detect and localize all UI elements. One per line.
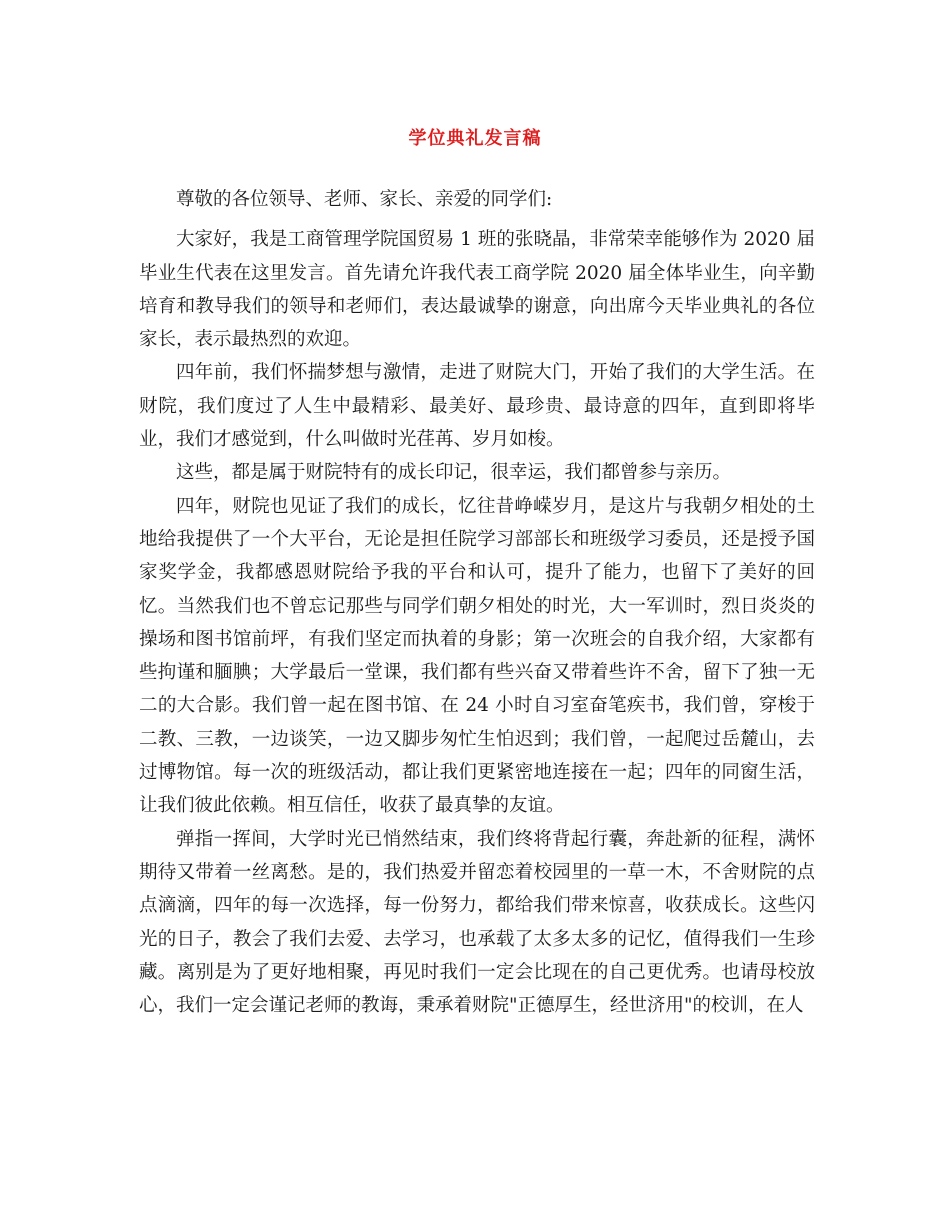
paragraph-growth-marks: 这些，都是属于财院特有的成长印记，很幸运，我们都曾参与亲历。 bbox=[176, 462, 732, 484]
document-body bbox=[139, 183, 815, 1022]
paragraph-memories: 四年，财院也见证了我们的成长，忆往昔峥嵘岁月，是这片与我朝夕相处的土地给我提供了一个大平台，无论是担任院学习部部长和班级学习委员，还是授予国家奖学金，我都感恩财院给予我的平台和认可，提升了能力，也留下了美好的回忆。当然我们也不曾忘记那些与同学们朝夕相处的时光，大一军训时，烈日炎炎的操场和图书馆前坪，有我们坚定而执着的身影；第一次班会的自我介绍，大家都有些拘谨和腼腆；大学最后一堂课，我们都有些兴奋又带着些许不舍，留下了独一无二的大合影。我们曾一起在图书馆、在 24 小时自习室奋笔疾书，我们曾，穿梭于二教、三教，一边谈笑，一边又脚步匆忙生怕迟到；我们曾，一起爬过岳麓山，去过博物馆。每一次的班级活动，都让我们更紧密地连接在一起；四年的同窗生活，让我们彼此依赖。相互信任，收获了最真挚的友谊。 bbox=[139, 495, 815, 817]
salutation: 尊敬的各位领导、老师、家长、亲爱的同学们: bbox=[176, 189, 553, 210]
paragraph-four-years-ago: 四年前，我们怀揣梦想与激情，走进了财院大门，开始了我们的大学生活。在财院，我们度过了人生中最精彩、最美好、最珍贵、最诗意的四年，直到即将毕业，我们才感觉到，什么叫做时光荏苒、岁月如梭。 bbox=[139, 362, 815, 451]
paragraph-farewell: 弹指一挥间，大学时光已悄然结束，我们终将背起行囊，奔赴新的征程，满怀期待又带着一丝离愁。是的，我们热爱并留恋着校园里的一草一木，不舍财院的点点滴滴，四年的每一次选择，每一份努力，都给我们带来惊喜，收获成长。这些闪光的日子，教会了我们去爱、去学习，也承载了太多太多的记忆，值得我们一生珍藏。离别是为了更好地相聚，再见时我们一定会比现在的自己更优秀。也请母校放心，我们一定会谨记老师的教诲，秉承着财院"正德厚生，经世济用"的校训，在人 bbox=[139, 828, 815, 1017]
document-title: 学位典礼发言稿 bbox=[408, 128, 542, 149]
paragraph-greeting: 大家好，我是工商管理学院国贸易 1 班的张晓晶，非常荣幸能够作为 2020 届毕业生代表在这里发言。首先请允许我代表工商学院 2020 届全体毕业生，向辛勤培育和教导我们的领导和老师们，表达最诚挚的谢意，向出席今天毕业典礼的各位家长，表示最热烈的欢迎。 bbox=[139, 229, 815, 351]
